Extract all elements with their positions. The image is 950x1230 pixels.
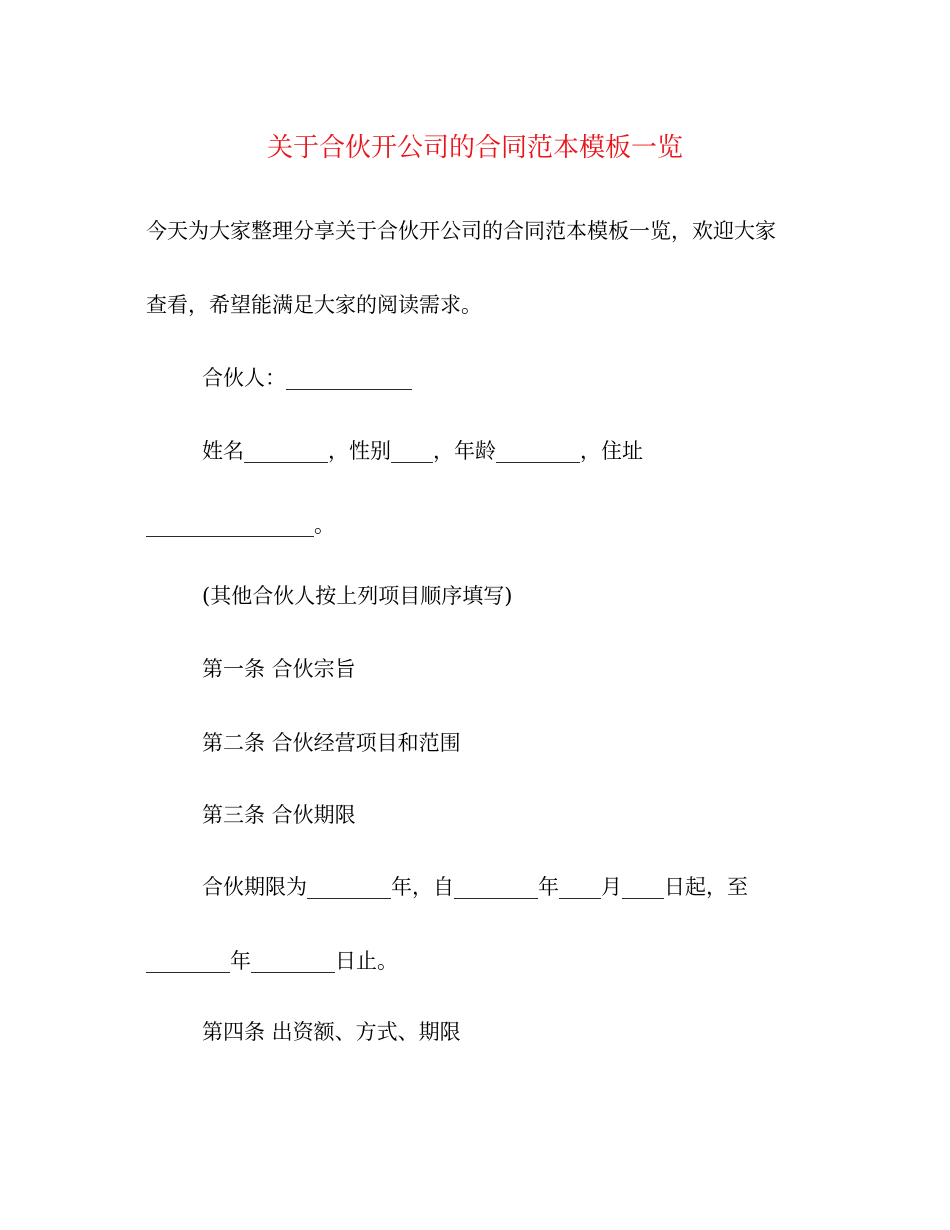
other-partners-note: (其他合伙人按上列项目顺序填写) bbox=[202, 584, 513, 608]
article-3-heading: 第三条 合伙期限 bbox=[202, 803, 356, 827]
article-4-heading: 第四条 出资额、方式、期限 bbox=[202, 1020, 461, 1044]
partner-info-line: 姓名________，性别____，年龄________，住址 bbox=[202, 439, 643, 463]
article-2-heading: 第二条 合伙经营项目和范围 bbox=[202, 731, 461, 755]
partner-line: 合伙人：____________ bbox=[202, 366, 412, 390]
intro-line-2: 查看，希望能满足大家的阅读需求。 bbox=[146, 293, 482, 317]
term-line-1: 合伙期限为________年，自________年____月____日起，至 bbox=[202, 875, 748, 899]
intro-line-1: 今天为大家整理分享关于合伙开公司的合同范本模板一览，欢迎大家 bbox=[146, 219, 776, 243]
address-line: ________________。 bbox=[146, 513, 335, 537]
document-title: 关于合伙开公司的合同范本模板一览 bbox=[266, 133, 683, 163]
term-line-2: ________年________日止。 bbox=[146, 949, 398, 973]
article-1-heading: 第一条 合伙宗旨 bbox=[202, 657, 356, 681]
